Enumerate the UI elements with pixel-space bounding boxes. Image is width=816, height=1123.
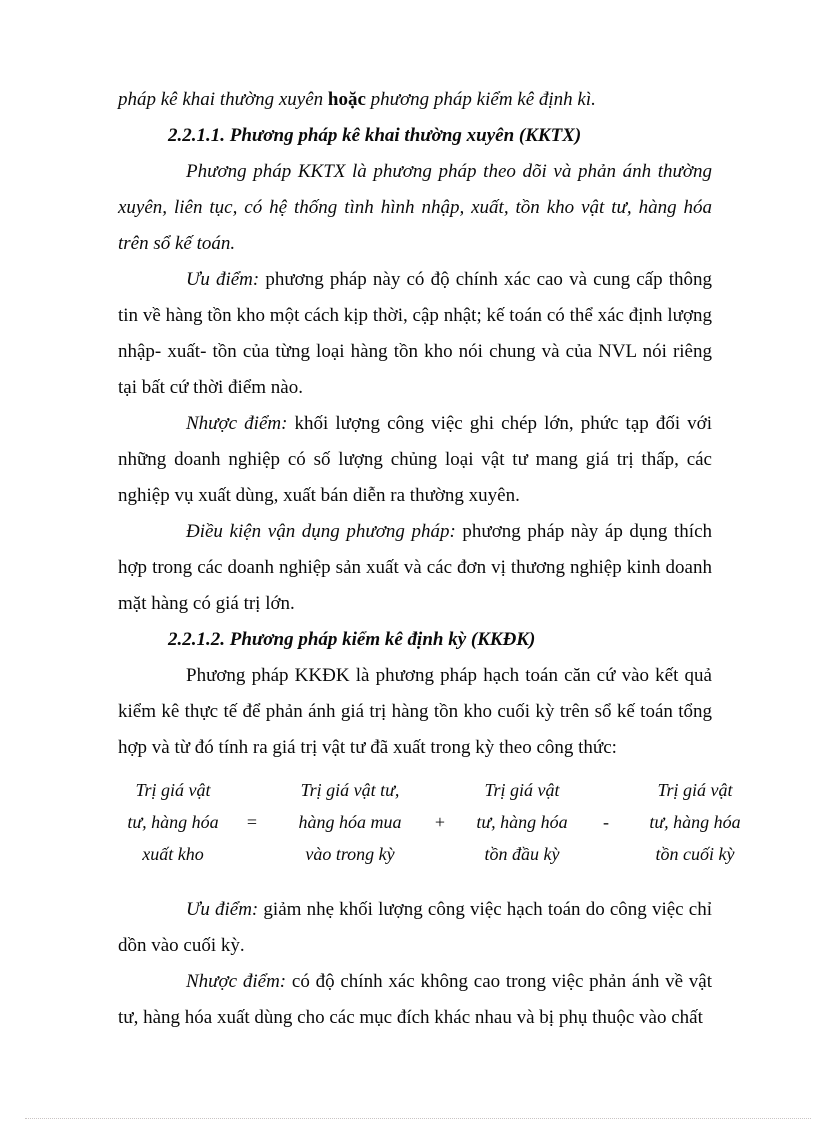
text-run-italic: phương pháp kiểm kê định kì. — [370, 89, 596, 110]
text-run-bold: hoặc — [323, 89, 371, 110]
formula-term-line: tư, hàng hóa — [127, 812, 219, 832]
paragraph-kkdk-disadvantages — [118, 964, 712, 1036]
formula-term-ton-dau-ky — [447, 774, 597, 870]
run-label-advantage: Ưu điểm: — [186, 899, 259, 920]
paragraph-kktx-definition: Phương pháp KKTX là phương pháp theo dõi và phản ánh thường xuyên, liên tục, có hệ thống tình hình nhập, xuất, tồn kho vật tư, hàng hóa trên sổ kế toán. — [118, 161, 712, 254]
formula-term-line: vào trong kỳ — [305, 844, 395, 864]
run-label-advantage: Ưu điểm: — [186, 269, 260, 290]
formula-term-line: Trị giá vật — [135, 780, 211, 800]
run-disadvantage-text: có độ chính xác không cao trong việc phản ánh về vật tư, hàng hóa xuất dùng cho các mục đích khác nhau và bị phụ thuộc vào chất — [118, 971, 712, 1028]
run-condition-text: phương pháp này áp dụng thích hợp trong các doanh nghiệp sản xuất và các đơn vị thương nghiệp kinh doanh mặt hàng có giá trị lớn. — [118, 521, 713, 614]
formula-term-mua-vao — [275, 774, 425, 870]
run-label-disadvantage: Nhược điểm: — [186, 413, 288, 434]
formula-operator-equals: = — [246, 812, 258, 832]
text-run-italic: pháp kê khai thường xuyên — [118, 89, 324, 110]
formula-operator-minus: - — [603, 812, 609, 832]
footer-dotted-divider — [25, 1118, 811, 1119]
formula-term-line: tồn cuối kỳ — [655, 844, 735, 864]
run-advantage-text: phương pháp này có độ chính xác cao và cung cấp thông tin về hàng tồn kho một cách kịp thời, cập nhật; kế toán có thể xác định lượng nhập- xuất- tồn của từng loại hàng tồn kho nói chung và của NVL nói riêng tại bất cứ thời điểm nào. — [118, 269, 712, 398]
formula-term-line: tư, hàng hóa — [476, 812, 568, 832]
run-label-disadvantage: Nhược điểm: — [186, 971, 287, 992]
formula-term-line: Trị giá vật — [657, 780, 733, 800]
paragraph-kktx-disadvantages — [118, 406, 712, 514]
paragraph-kkdk-definition: Phương pháp KKĐK là phương pháp hạch toán căn cứ vào kết quả kiểm kê thực tế để phản ánh giá trị hàng tồn kho cuối kỳ trên sổ kế toán tổng hợp và từ đó tính ra giá trị vật tư đã xuất trong kỳ theo công thức: — [118, 665, 712, 758]
formula-term-ton-cuoi-ky — [620, 774, 770, 870]
paragraph-kktx-conditions — [118, 514, 712, 622]
formula-term-line: xuất kho — [142, 844, 204, 864]
run-advantage-text: giảm nhẹ khối lượng công việc hạch toán do công việc chỉ dồn vào cuối kỳ. — [118, 899, 712, 956]
formula-term-line: tư, hàng hóa — [649, 812, 741, 832]
formula-term-line: Trị giá vật — [484, 780, 560, 800]
formula-operator-plus: + — [434, 812, 446, 832]
paragraph-continuation — [118, 82, 712, 118]
formula-term-xuat-kho — [98, 774, 248, 870]
formula-term-line: Trị giá vật tư, — [300, 780, 400, 800]
paragraph-kkdk-advantages — [118, 892, 712, 964]
inventory-formula — [118, 774, 741, 878]
formula-term-line: hàng hóa mua — [298, 812, 402, 832]
formula-term-line: tồn đầu kỳ — [484, 844, 560, 864]
heading-kkdk: 2.2.1.2. Phương pháp kiểm kê định kỳ (KKĐK) — [168, 629, 536, 650]
heading-kktx: 2.2.1.1. Phương pháp kê khai thường xuyên (KKTX) — [168, 125, 582, 146]
paragraph-kktx-advantages — [118, 262, 712, 406]
document-content — [118, 82, 741, 1036]
run-label-condition: Điều kiện vận dụng phương pháp: — [186, 521, 456, 542]
run-disadvantage-text: khối lượng công việc ghi chép lớn, phức tạp đối với những doanh nghiệp có số lượng chủng loại vật tư mang giá trị thấp, các nghiệp vụ xuất dùng, xuất bán diễn ra thường xuyên. — [118, 413, 713, 506]
